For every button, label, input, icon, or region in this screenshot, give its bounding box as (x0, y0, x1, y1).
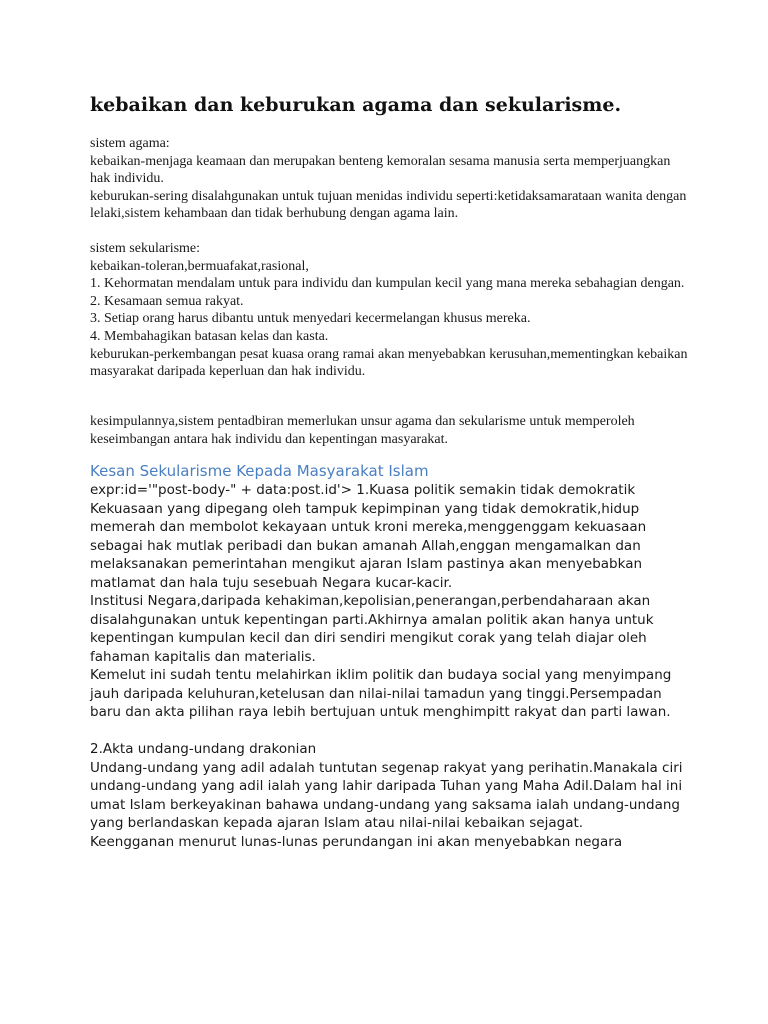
section-heading: Kesan Sekularisme Kepada Masyarakat Islam (90, 462, 429, 480)
kesimpulan-section (90, 413, 690, 448)
agama-kebaikan: kebaikan-menjaga keamaan dan merupakan benteng kemoralan sesama manusia serta memperjuangkan hak individu. (90, 153, 671, 187)
section-body (90, 481, 690, 851)
body-paragraph-2: Institusi Negara,daripada kehakiman,kepolisian,penerangan,perbendaharaan akan disalahgunakan untuk kepentingan parti.Akhirnya amalan politik akan hanya untuk kepentingan kumpulan kecil dan diri sendiri mengikut corak yang telah diajar oleh fahaman kapitalis dan materialis. (90, 593, 654, 665)
sekularisme-keburukan: keburukan-perkembangan pesat kuasa orang ramai akan menyebabkan kerusuhan,mementingkan kebaikan masyarakat daripada keperluan dan hak individu. (90, 346, 688, 380)
document-title: kebaikan dan keburukan agama dan sekularisme. (90, 94, 622, 116)
agama-keburukan: keburukan-sering disalahgunakan untuk tujuan menidas individu seperti:ketidaksamarataan wanita dengan lelaki,sistem kehambaan dan tidak berhubung dengan agama lain. (90, 188, 687, 222)
paragraph-spacer (90, 722, 690, 741)
sekularisme-point-2: 2. Kesamaan semua rakyat. (90, 293, 244, 309)
agama-section (90, 135, 690, 223)
body-paragraph-3: Kemelut ini sudah tentu melahirkan iklim politik dan budaya social yang menyimpang jauh daripada keluhuran,ketelusan dan nilai-nilai tamadun yang tinggi.Persempadan baru dan akta pilihan raya lebih bertujuan untuk menghimpitt rakyat dan parti lawan. (90, 667, 672, 720)
sekularisme-heading: sistem sekularisme: (90, 241, 201, 256)
sekularisme-section (90, 240, 690, 381)
sekularisme-point-4: 4. Membahagikan batasan kelas dan kasta. (90, 328, 329, 344)
sekularisme-kebaikan: kebaikan-toleran,bermuafakat,rasional, (90, 258, 309, 274)
body-subheading-2: 2.Akta undang-undang drakonian (90, 741, 317, 757)
kesimpulan-paragraph: kesimpulannya,sistem pentadbiran memerlukan unsur agama dan sekularisme untuk memperoleh keseimbangan antara hak individu dan kepentingan masyarakat. (90, 414, 635, 447)
sekularisme-point-3: 3. Setiap orang harus dibantu untuk menyedari kecermelangan khusus mereka. (90, 311, 531, 327)
body-paragraph-4: Undang-undang yang adil adalah tuntutan segenap rakyat yang perihatin.Manakala ciri undang-undang yang adil ialah yang lahir daripada Tuhan yang Maha Adil.Dalam hal ini umat Islam berkeyakinan bahawa undang-undang yang saksama ialah undang-undang yang berlandaskan kepada ajaran Islam atau nilai-nilai kebaikan sejagat. (90, 759, 683, 831)
body-paragraph-1: expr:id='"post-body-" + data:post.id'> 1.Kuasa politik semakin tidak demokratik Kekuasaan yang dipegang oleh tampuk kepimpinan yang tidak demokratik,hidup memerah dan membolot kekayaan untuk kroni mereka,menggenggam kekuasaan sebagai hak mutlak peribadi dan bukan amanah Allah,enggan mengamalkan dan melaksanakan pemerintahan mengikut ajaran Islam pastinya akan menyebabkan matlamat dan hala tuju sesebuah Negara kucar-kacir. (90, 482, 647, 591)
sekularisme-point-1: 1. Kehormatan mendalam untuk para individu dan kumpulan kecil yang mana mereka sebahagian dengan. (90, 276, 685, 292)
body-paragraph-5: Keengganan menurut lunas-lunas perundangan ini akan menyebabkan negara (90, 833, 623, 850)
agama-heading: sistem agama: (90, 136, 170, 151)
